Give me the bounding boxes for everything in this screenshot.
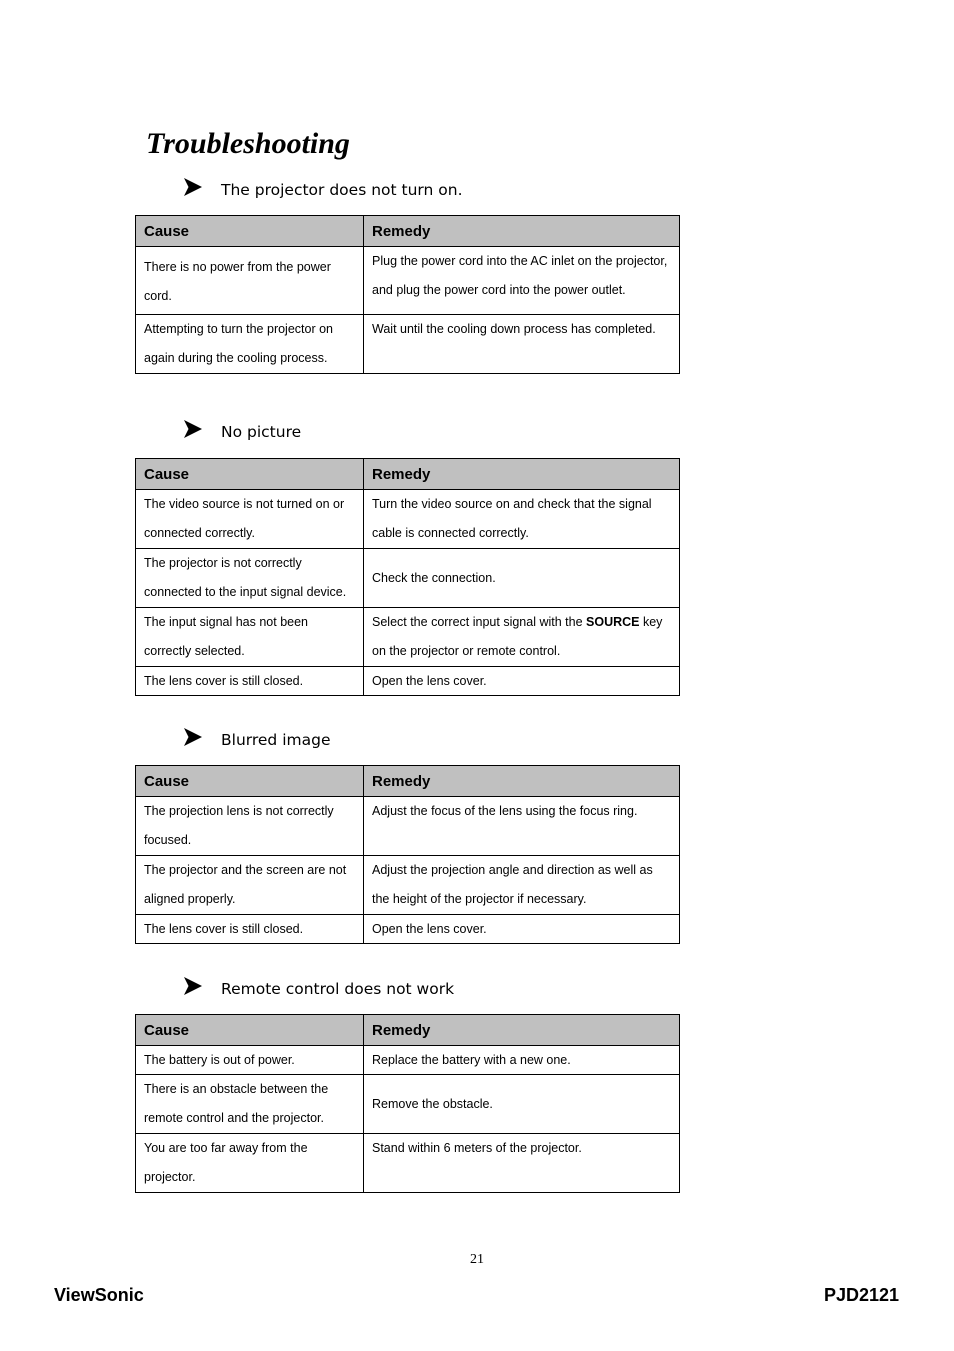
- table-row: [136, 315, 680, 374]
- troubleshooting-table-remote: [135, 1014, 680, 1193]
- remedy-header: Remedy: [364, 766, 680, 797]
- remedy-cell: [364, 608, 680, 667]
- remedy-header: Remedy: [364, 1015, 680, 1046]
- cause-header: Cause: [136, 766, 364, 797]
- remedy-cell: Adjust the focus of the lens using the focus ring.: [364, 797, 680, 856]
- remedy-cell: Turn the video source on and check that the signal cable is connected correctly.: [364, 490, 680, 549]
- cause-header: Cause: [136, 1015, 364, 1046]
- remedy-cell: Wait until the cooling down process has completed.: [364, 315, 680, 374]
- table-header-row: [136, 459, 680, 490]
- cause-cell: The video source is not turned on or connected correctly.: [136, 490, 364, 549]
- remedy-header: Remedy: [364, 216, 680, 247]
- table-row: [136, 667, 680, 696]
- arrowhead-bullet-icon: [183, 727, 203, 749]
- table-header-row: [136, 216, 680, 247]
- cause-header: Cause: [136, 459, 364, 490]
- cause-cell: The lens cover is still closed.: [136, 915, 364, 944]
- arrowhead-bullet-icon: [183, 976, 203, 998]
- table-row: [136, 1134, 680, 1193]
- table-row: [136, 608, 680, 667]
- section-label: Blurred image: [221, 731, 331, 749]
- cause-cell: The projection lens is not correctly focused.: [136, 797, 364, 856]
- table-row: [136, 797, 680, 856]
- table-row: [136, 549, 680, 608]
- page-number: 21: [470, 1252, 484, 1267]
- cause-cell: The lens cover is still closed.: [136, 667, 364, 696]
- remedy-cell: Check the connection.: [364, 549, 680, 608]
- troubleshooting-table-no-picture: [135, 458, 680, 696]
- table-row: [136, 915, 680, 944]
- troubleshooting-table-power: [135, 215, 680, 374]
- remedy-cell: Remove the obstacle.: [364, 1075, 680, 1134]
- remedy-cell: Replace the battery with a new one.: [364, 1046, 680, 1075]
- remedy-text: Select the correct input signal with the: [372, 615, 587, 629]
- cause-cell: The battery is out of power.: [136, 1046, 364, 1075]
- remedy-cell: Open the lens cover.: [364, 667, 680, 696]
- section-label: The projector does not turn on.: [221, 181, 463, 199]
- footer-model: PJD2121: [823, 1285, 899, 1305]
- cause-cell: There is an obstacle between the remote control and the projector.: [136, 1075, 364, 1134]
- table-row: [136, 856, 680, 915]
- table-header-row: [136, 1015, 680, 1046]
- remedy-header: Remedy: [364, 459, 680, 490]
- arrowhead-bullet-icon: [183, 419, 203, 441]
- page-title: Troubleshooting: [146, 127, 350, 160]
- remedy-cell: Open the lens cover.: [364, 915, 680, 944]
- cause-cell: Attempting to turn the projector on again during the cooling process.: [136, 315, 364, 374]
- table-row: [136, 1075, 680, 1134]
- section-label: Remote control does not work: [221, 980, 455, 998]
- cause-cell: You are too far away from the projector.: [136, 1134, 364, 1193]
- footer-brand: ViewSonic: [54, 1285, 144, 1305]
- table-row: [136, 490, 680, 549]
- table-row: [136, 1046, 680, 1075]
- cause-cell: There is no power from the power cord.: [136, 247, 364, 315]
- remedy-text: key on the projector or remote control.: [372, 615, 663, 658]
- remedy-cell: Plug the power cord into the AC inlet on the projector, and plug the power cord into the power outlet.: [364, 247, 680, 315]
- table-row: [136, 247, 680, 315]
- cause-cell: The projector and the screen are not aligned properly.: [136, 856, 364, 915]
- source-key-label: SOURCE: [586, 615, 640, 629]
- cause-cell: The input signal has not been correctly selected.: [136, 608, 364, 667]
- troubleshooting-table-blurred: [135, 765, 680, 944]
- table-header-row: [136, 766, 680, 797]
- section-label: No picture: [221, 423, 302, 441]
- remedy-cell: Adjust the projection angle and direction as well as the height of the projector if necessary.: [364, 856, 680, 915]
- cause-cell: The projector is not correctly connected to the input signal device.: [136, 549, 364, 608]
- arrowhead-bullet-icon: [183, 177, 203, 199]
- cause-header: Cause: [136, 216, 364, 247]
- remedy-cell: Stand within 6 meters of the projector.: [364, 1134, 680, 1193]
